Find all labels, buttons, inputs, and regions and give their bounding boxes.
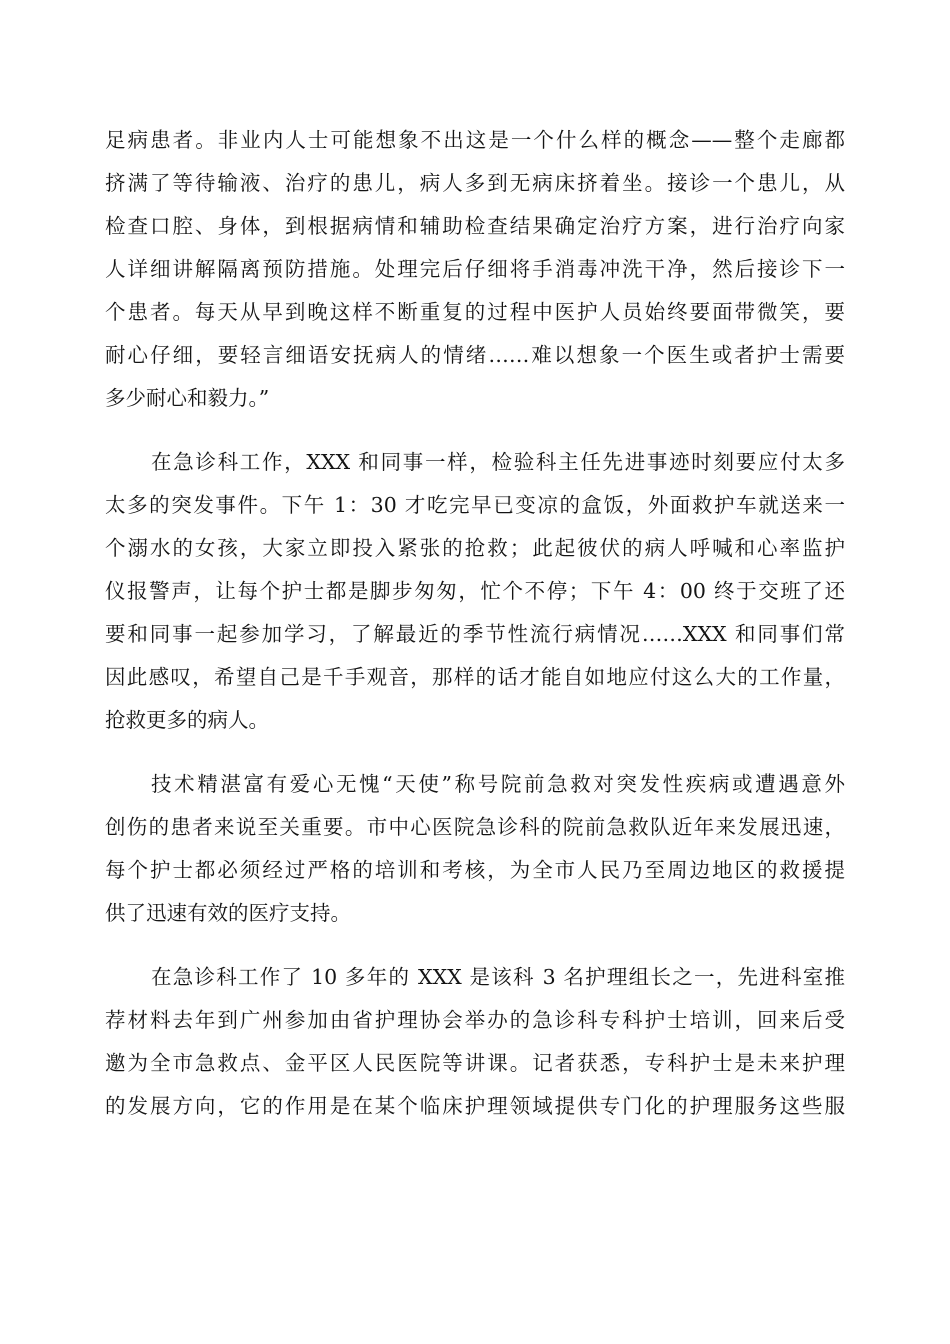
text-line: 检查口腔、身体，到根据病情和辅助检查结果确定治疗方案，进行治疗向家 [105,214,845,238]
document-body [105,119,845,1149]
paragraph [105,763,845,935]
text-line: 人详细讲解隔离预防措施。处理完后仔细将手消毒冲洗干净，然后接诊下一 [105,257,845,281]
paragraph [105,956,845,1128]
text-line: 供了迅速有效的医疗支持。 [105,901,351,925]
paragraph [105,119,845,420]
text-line: 荐材料去年到广州参加由省护理协会举办的急诊科专科护士培训，回来后受 [105,1008,845,1032]
text-line: 挤满了等待输液、治疗的患儿，病人多到无病床挤着坐。接诊一个患儿，从 [105,171,845,195]
text-line: 每个护士都必须经过严格的培训和考核，为全市人民乃至周边地区的救援提 [105,858,845,882]
paragraph [105,441,845,742]
text-line: 多少耐心和毅力。” [105,386,270,410]
text-line: 要和同事一起参加学习，了解最近的季节性流行病情况……XXX 和同事们常 [105,622,845,646]
text-line: 在急诊科工作了 10 多年的 XXX 是该科 3 名护理组长之一，先进科室推 [151,965,845,989]
text-line: 技术精湛富有爱心无愧“天使”称号院前急救对突发性疾病或遭遇意外 [151,772,845,796]
text-line: 足病患者。非业内人士可能想象不出这是一个什么样的概念——整个走廊都 [105,128,845,152]
text-line: 抢救更多的病人。 [105,708,269,732]
text-line: 耐心仔细，要轻言细语安抚病人的情绪……难以想象一个医生或者护士需要 [105,343,845,367]
text-line: 太多的突发事件。下午 1：30 才吃完早已变凉的盒饭，外面救护车就送来一 [105,493,845,517]
text-line: 的发展方向，它的作用是在某个临床护理领域提供专门化的护理服务这些服 [105,1094,845,1118]
text-line: 创伤的患者来说至关重要。市中心医院急诊科的院前急救队近年来发展迅速， [105,815,845,839]
text-line: 在急诊科工作，XXX 和同事一样，检验科主任先进事迹时刻要应付太多 [151,450,845,474]
text-line: 邀为全市急救点、金平区人民医院等讲课。记者获悉，专科护士是未来护理 [105,1051,845,1075]
text-line: 个患者。每天从早到晚这样不断重复的过程中医护人员始终要面带微笑，要 [105,300,845,324]
text-line: 仪报警声，让每个护士都是脚步匆匆，忙个不停；下午 4：00 终于交班了还 [105,579,845,603]
text-line: 因此感叹，希望自己是千手观音，那样的话才能自如地应付这么大的工作量， [105,665,845,689]
text-line: 个溺水的女孩，大家立即投入紧张的抢救；此起彼伏的病人呼喊和心率监护 [105,536,845,560]
